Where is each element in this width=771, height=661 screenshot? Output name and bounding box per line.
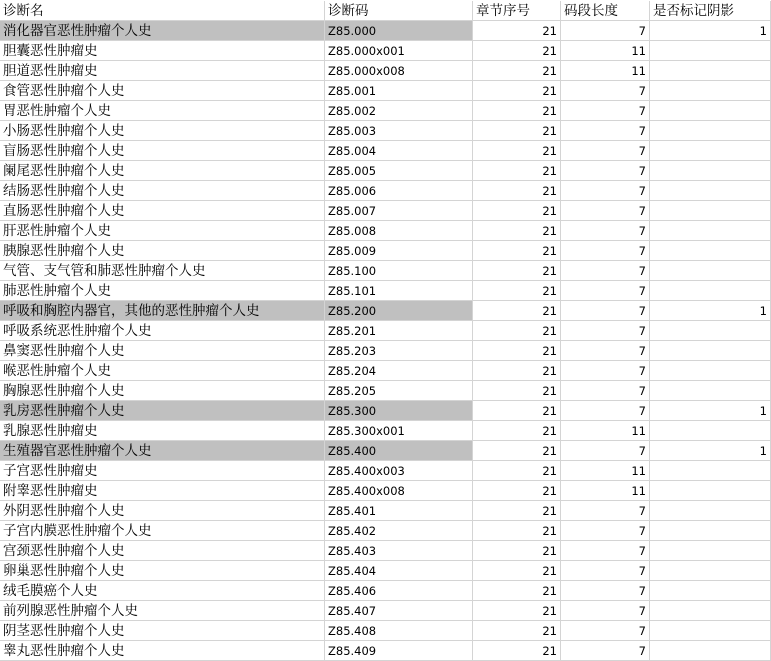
chapter-number-cell[interactable]: 21 xyxy=(473,61,561,81)
table-row xyxy=(0,541,771,561)
table-row xyxy=(0,581,771,601)
code-length-cell[interactable]: 7 xyxy=(561,21,650,41)
chapter-number-cell[interactable]: 21 xyxy=(473,201,561,221)
shade-flag-cell[interactable]: 1 xyxy=(650,21,771,41)
table-row xyxy=(0,341,771,361)
chapter-number-cell[interactable]: 21 xyxy=(473,281,561,301)
shade-flag-cell[interactable] xyxy=(650,41,771,61)
diagnosis-name-cell[interactable]: 肝恶性肿瘤个人史 xyxy=(0,221,325,241)
shade-flag-cell[interactable] xyxy=(650,61,771,81)
diagnosis-code-cell[interactable]: Z85.406 xyxy=(325,581,473,601)
shade-flag-cell[interactable]: 1 xyxy=(650,441,771,461)
code-length-cell[interactable]: 7 xyxy=(561,141,650,161)
code-length-cell[interactable]: 11 xyxy=(561,421,650,441)
code-length-cell[interactable]: 7 xyxy=(561,381,650,401)
shade-flag-cell[interactable] xyxy=(650,281,771,301)
chapter-number-cell[interactable]: 21 xyxy=(473,461,561,481)
diagnosis-code-cell[interactable]: Z85.101 xyxy=(325,281,473,301)
header-chapter-number[interactable]: 章节序号 xyxy=(473,1,561,21)
code-length-cell[interactable]: 7 xyxy=(561,441,650,461)
table-row xyxy=(0,281,771,301)
diagnosis-name-cell[interactable]: 外阴恶性肿瘤个人史 xyxy=(0,501,325,521)
code-length-cell[interactable]: 7 xyxy=(561,401,650,421)
diagnosis-name-cell[interactable]: 胃恶性肿瘤个人史 xyxy=(0,101,325,121)
shade-flag-cell[interactable] xyxy=(650,501,771,521)
diagnosis-name-cell[interactable]: 消化器官恶性肿瘤个人史 xyxy=(0,21,325,41)
diagnosis-code-cell[interactable]: Z85.204 xyxy=(325,361,473,381)
chapter-number-cell[interactable]: 21 xyxy=(473,221,561,241)
table-row xyxy=(0,361,771,381)
header-diagnosis-code[interactable]: 诊断码 xyxy=(325,1,473,21)
diagnosis-name-cell[interactable]: 胆囊恶性肿瘤史 xyxy=(0,41,325,61)
shade-flag-cell[interactable] xyxy=(650,621,771,641)
shade-flag-cell[interactable] xyxy=(650,221,771,241)
shade-flag-cell[interactable] xyxy=(650,521,771,541)
header-shade-flag[interactable]: 是否标记阴影 xyxy=(650,1,771,21)
diagnosis-code-cell[interactable]: Z85.003 xyxy=(325,121,473,141)
chapter-number-cell[interactable]: 21 xyxy=(473,21,561,41)
diagnosis-code-cell[interactable]: Z85.403 xyxy=(325,541,473,561)
diagnosis-code-cell[interactable]: Z85.001 xyxy=(325,81,473,101)
diagnosis-name-cell[interactable]: 胰腺恶性肿瘤个人史 xyxy=(0,241,325,261)
diagnosis-code-cell[interactable]: Z85.407 xyxy=(325,601,473,621)
diagnosis-code-cell[interactable]: Z85.000 xyxy=(325,21,473,41)
diagnosis-name-cell[interactable]: 呼吸和胸腔内器官，其他的恶性肿瘤个人史 xyxy=(0,301,325,321)
header-row xyxy=(0,1,771,21)
chapter-number-cell[interactable]: 21 xyxy=(473,521,561,541)
chapter-number-cell[interactable]: 21 xyxy=(473,581,561,601)
table-row xyxy=(0,501,771,521)
shade-flag-cell[interactable] xyxy=(650,261,771,281)
diagnosis-name-cell[interactable]: 直肠恶性肿瘤个人史 xyxy=(0,201,325,221)
diagnosis-code-cell[interactable]: Z85.205 xyxy=(325,381,473,401)
table-row xyxy=(0,221,771,241)
code-length-cell[interactable]: 7 xyxy=(561,341,650,361)
shade-flag-cell[interactable] xyxy=(650,561,771,581)
diagnosis-name-cell[interactable]: 阴茎恶性肿瘤个人史 xyxy=(0,621,325,641)
diagnosis-code-cell[interactable]: Z85.004 xyxy=(325,141,473,161)
diagnosis-code-cell[interactable]: Z85.200 xyxy=(325,301,473,321)
chapter-number-cell[interactable]: 21 xyxy=(473,501,561,521)
chapter-number-cell[interactable]: 21 xyxy=(473,361,561,381)
chapter-number-cell[interactable]: 21 xyxy=(473,161,561,181)
header-code-length[interactable]: 码段长度 xyxy=(561,1,650,21)
diagnosis-code-cell[interactable]: Z85.404 xyxy=(325,561,473,581)
shade-flag-cell[interactable] xyxy=(650,461,771,481)
chapter-number-cell[interactable]: 21 xyxy=(473,481,561,501)
table-row xyxy=(0,181,771,201)
shade-flag-cell[interactable] xyxy=(650,201,771,221)
diagnosis-code-cell[interactable]: Z85.007 xyxy=(325,201,473,221)
shade-flag-cell[interactable] xyxy=(650,481,771,501)
diagnosis-name-cell[interactable]: 睾丸恶性肿瘤个人史 xyxy=(0,641,325,661)
diagnosis-code-cell[interactable]: Z85.002 xyxy=(325,101,473,121)
chapter-number-cell[interactable]: 21 xyxy=(473,101,561,121)
shade-flag-cell[interactable] xyxy=(650,181,771,201)
shade-flag-cell[interactable] xyxy=(650,241,771,261)
code-length-cell[interactable]: 7 xyxy=(561,601,650,621)
code-length-cell[interactable]: 11 xyxy=(561,41,650,61)
diagnosis-code-cell[interactable]: Z85.400x003 xyxy=(325,461,473,481)
chapter-number-cell[interactable]: 21 xyxy=(473,181,561,201)
diagnosis-code-cell[interactable]: Z85.409 xyxy=(325,641,473,661)
diagnosis-name-cell[interactable]: 乳房恶性肿瘤个人史 xyxy=(0,401,325,421)
shade-flag-cell[interactable] xyxy=(650,541,771,561)
diagnosis-code-cell[interactable]: Z85.402 xyxy=(325,521,473,541)
chapter-number-cell[interactable]: 21 xyxy=(473,341,561,361)
diagnosis-name-cell[interactable]: 呼吸系统恶性肿瘤个人史 xyxy=(0,321,325,341)
code-length-cell[interactable]: 7 xyxy=(561,101,650,121)
diagnosis-name-cell[interactable]: 盲肠恶性肿瘤个人史 xyxy=(0,141,325,161)
chapter-number-cell[interactable]: 21 xyxy=(473,621,561,641)
table-row xyxy=(0,241,771,261)
shade-flag-cell[interactable] xyxy=(650,141,771,161)
diagnosis-name-cell[interactable]: 食管恶性肿瘤个人史 xyxy=(0,81,325,101)
table-row xyxy=(0,381,771,401)
chapter-number-cell[interactable]: 21 xyxy=(473,381,561,401)
table-row xyxy=(0,41,771,61)
table-row xyxy=(0,301,771,321)
table-row xyxy=(0,601,771,621)
shade-flag-cell[interactable] xyxy=(650,321,771,341)
code-length-cell[interactable]: 7 xyxy=(561,181,650,201)
table-row xyxy=(0,21,771,41)
chapter-number-cell[interactable]: 21 xyxy=(473,301,561,321)
diagnosis-code-cell[interactable]: Z85.100 xyxy=(325,261,473,281)
code-length-cell[interactable]: 7 xyxy=(561,261,650,281)
chapter-number-cell[interactable]: 21 xyxy=(473,141,561,161)
diagnosis-code-cell[interactable]: Z85.009 xyxy=(325,241,473,261)
diagnosis-name-cell[interactable]: 肺恶性肿瘤个人史 xyxy=(0,281,325,301)
table-row xyxy=(0,421,771,441)
code-length-cell[interactable]: 7 xyxy=(561,281,650,301)
table-row xyxy=(0,261,771,281)
code-length-cell[interactable]: 7 xyxy=(561,161,650,181)
table-row xyxy=(0,481,771,501)
diagnosis-name-cell[interactable]: 结肠恶性肿瘤个人史 xyxy=(0,181,325,201)
table-row xyxy=(0,121,771,141)
chapter-number-cell[interactable]: 21 xyxy=(473,601,561,621)
chapter-number-cell[interactable]: 21 xyxy=(473,421,561,441)
diagnosis-name-cell[interactable]: 乳腺恶性肿瘤史 xyxy=(0,421,325,441)
code-length-cell[interactable]: 7 xyxy=(561,201,650,221)
diagnosis-name-cell[interactable]: 胸腺恶性肿瘤个人史 xyxy=(0,381,325,401)
diagnosis-name-cell[interactable]: 阑尾恶性肿瘤个人史 xyxy=(0,161,325,181)
diagnosis-code-cell[interactable]: Z85.005 xyxy=(325,161,473,181)
diagnosis-code-cell[interactable]: Z85.401 xyxy=(325,501,473,521)
diagnosis-name-cell[interactable]: 喉恶性肿瘤个人史 xyxy=(0,361,325,381)
table-row xyxy=(0,101,771,121)
chapter-number-cell[interactable]: 21 xyxy=(473,441,561,461)
diagnosis-code-cell[interactable]: Z85.300 xyxy=(325,401,473,421)
shade-flag-cell[interactable] xyxy=(650,161,771,181)
code-length-cell[interactable]: 7 xyxy=(561,221,650,241)
table-row xyxy=(0,621,771,641)
table-row xyxy=(0,321,771,341)
code-length-cell[interactable]: 7 xyxy=(561,641,650,661)
chapter-number-cell[interactable]: 21 xyxy=(473,541,561,561)
chapter-number-cell[interactable]: 21 xyxy=(473,241,561,261)
shade-flag-cell[interactable] xyxy=(650,341,771,361)
shade-flag-cell[interactable] xyxy=(650,121,771,141)
table-row xyxy=(0,401,771,421)
code-length-cell[interactable]: 7 xyxy=(561,321,650,341)
chapter-number-cell[interactable]: 21 xyxy=(473,121,561,141)
diagnosis-code-cell[interactable]: Z85.300x001 xyxy=(325,421,473,441)
diagnosis-name-cell[interactable]: 绒毛膜癌个人史 xyxy=(0,581,325,601)
shade-flag-cell[interactable]: 1 xyxy=(650,301,771,321)
table-row xyxy=(0,521,771,541)
shade-flag-cell[interactable] xyxy=(650,601,771,621)
diagnosis-code-cell[interactable]: Z85.000x001 xyxy=(325,41,473,61)
table-row xyxy=(0,161,771,181)
shade-flag-cell[interactable]: 1 xyxy=(650,401,771,421)
diagnosis-code-cell[interactable]: Z85.400 xyxy=(325,441,473,461)
table-row xyxy=(0,141,771,161)
shade-flag-cell[interactable] xyxy=(650,581,771,601)
table-row xyxy=(0,61,771,81)
shade-flag-cell[interactable] xyxy=(650,421,771,441)
diagnosis-name-cell[interactable]: 子宫恶性肿瘤史 xyxy=(0,461,325,481)
diagnosis-code-cell[interactable]: Z85.000x008 xyxy=(325,61,473,81)
diagnosis-name-cell[interactable]: 宫颈恶性肿瘤个人史 xyxy=(0,541,325,561)
shade-flag-cell[interactable] xyxy=(650,101,771,121)
table-row xyxy=(0,461,771,481)
table-row xyxy=(0,641,771,661)
shade-flag-cell[interactable] xyxy=(650,361,771,381)
code-length-cell[interactable]: 7 xyxy=(561,501,650,521)
code-length-cell[interactable]: 7 xyxy=(561,361,650,381)
diagnosis-name-cell[interactable]: 胆道恶性肿瘤史 xyxy=(0,61,325,81)
diagnosis-code-cell[interactable]: Z85.203 xyxy=(325,341,473,361)
diagnosis-name-cell[interactable]: 子宫内膜恶性肿瘤个人史 xyxy=(0,521,325,541)
diagnosis-name-cell[interactable]: 卵巢恶性肿瘤个人史 xyxy=(0,561,325,581)
chapter-number-cell[interactable]: 21 xyxy=(473,261,561,281)
shade-flag-cell[interactable] xyxy=(650,381,771,401)
diagnosis-name-cell[interactable]: 前列腺恶性肿瘤个人史 xyxy=(0,601,325,621)
table-row xyxy=(0,441,771,461)
code-length-cell[interactable]: 7 xyxy=(561,81,650,101)
code-length-cell[interactable]: 7 xyxy=(561,121,650,141)
code-length-cell[interactable]: 7 xyxy=(561,521,650,541)
code-length-cell[interactable]: 7 xyxy=(561,581,650,601)
chapter-number-cell[interactable]: 21 xyxy=(473,561,561,581)
code-length-cell[interactable]: 11 xyxy=(561,61,650,81)
shade-flag-cell[interactable] xyxy=(650,641,771,661)
code-length-cell[interactable]: 7 xyxy=(561,241,650,261)
chapter-number-cell[interactable]: 21 xyxy=(473,321,561,341)
diagnosis-name-cell[interactable]: 小肠恶性肿瘤个人史 xyxy=(0,121,325,141)
table-row xyxy=(0,201,771,221)
diagnosis-code-cell[interactable]: Z85.201 xyxy=(325,321,473,341)
code-length-cell[interactable]: 7 xyxy=(561,301,650,321)
diagnosis-name-cell[interactable]: 气管、支气管和肺恶性肿瘤个人史 xyxy=(0,261,325,281)
header-diagnosis-name[interactable]: 诊断名 xyxy=(0,1,325,21)
diagnosis-name-cell[interactable]: 鼻窦恶性肿瘤个人史 xyxy=(0,341,325,361)
table-row xyxy=(0,561,771,581)
chapter-number-cell[interactable]: 21 xyxy=(473,41,561,61)
diagnosis-code-cell[interactable]: Z85.006 xyxy=(325,181,473,201)
code-length-cell[interactable]: 11 xyxy=(561,461,650,481)
diagnosis-code-cell[interactable]: Z85.008 xyxy=(325,221,473,241)
code-length-cell[interactable]: 7 xyxy=(561,541,650,561)
table-row xyxy=(0,81,771,101)
chapter-number-cell[interactable]: 21 xyxy=(473,401,561,421)
diagnosis-name-cell[interactable]: 附睾恶性肿瘤史 xyxy=(0,481,325,501)
code-length-cell[interactable]: 7 xyxy=(561,621,650,641)
chapter-number-cell[interactable]: 21 xyxy=(473,641,561,661)
shade-flag-cell[interactable] xyxy=(650,81,771,101)
diagnosis-code-cell[interactable]: Z85.400x008 xyxy=(325,481,473,501)
diagnosis-name-cell[interactable]: 生殖器官恶性肿瘤个人史 xyxy=(0,441,325,461)
code-length-cell[interactable]: 11 xyxy=(561,481,650,501)
chapter-number-cell[interactable]: 21 xyxy=(473,81,561,101)
diagnosis-code-cell[interactable]: Z85.408 xyxy=(325,621,473,641)
code-length-cell[interactable]: 7 xyxy=(561,561,650,581)
